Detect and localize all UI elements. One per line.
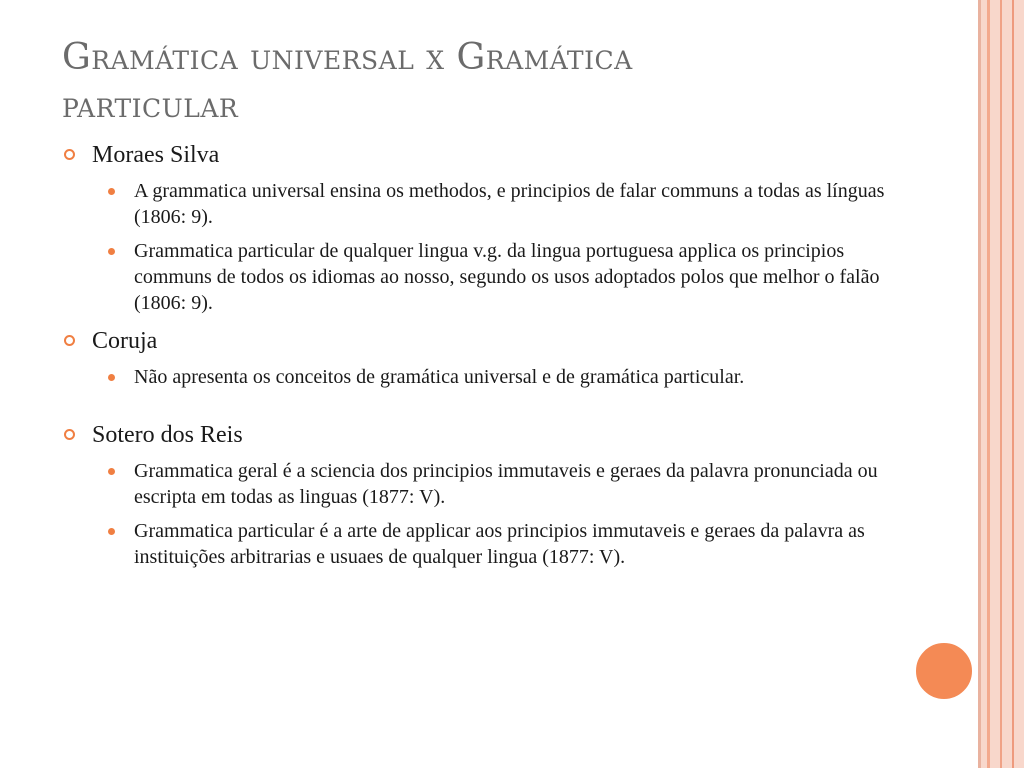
section-heading: Coruja <box>92 328 158 354</box>
section-moraes-silva <box>62 138 922 172</box>
section-sotero-dos-reis <box>62 418 922 452</box>
list-item-text: A grammatica universal ensina os methodos, e principios de falar communs a todas as línguas (1806: 9). <box>134 180 885 228</box>
list-item-text: Grammatica geral é a sciencia dos principios immutaveis e geraes da palavra pronunciada ou escripta em todas as linguas (1877: V). <box>134 460 878 508</box>
slide-content <box>62 138 922 578</box>
decorative-stripe <box>1000 0 1002 768</box>
list-item <box>62 458 922 510</box>
decorative-stripe <box>1012 0 1014 768</box>
dot-bullet-icon <box>108 188 115 195</box>
dot-bullet-icon <box>108 528 115 535</box>
slide-title: Gramática universal x Gramática particular <box>62 37 633 126</box>
section-heading: Sotero dos Reis <box>92 422 243 448</box>
decorative-circle <box>913 640 975 702</box>
decorative-stripe <box>987 0 990 768</box>
list-item-text: Grammatica particular de qualquer lingua v.g. da lingua portuguesa applica os principios communs de todos os idiomas ao nosso, segundo os usos adoptados polos que melhor o falão (1806: 9). <box>134 240 880 314</box>
list-item-text: Grammatica particular é a arte de applicar aos principios immutaveis e geraes da palavra as instituições arbitrarias e usuaes de qualquer lingua (1877: V). <box>134 520 865 568</box>
dot-bullet-icon <box>108 248 115 255</box>
section-heading: Moraes Silva <box>92 142 220 168</box>
list-item <box>62 238 922 316</box>
ring-bullet-icon <box>64 335 75 346</box>
dot-bullet-icon <box>108 374 115 381</box>
dot-bullet-icon <box>108 468 115 475</box>
list-item <box>62 364 922 390</box>
decorative-stripe <box>978 0 981 768</box>
list-item <box>62 178 922 230</box>
ring-bullet-icon <box>64 429 75 440</box>
section-coruja <box>62 324 922 358</box>
ring-bullet-icon <box>64 149 75 160</box>
list-item <box>62 518 922 570</box>
list-item-text: Não apresenta os conceitos de gramática universal e de gramática particular. <box>134 366 745 388</box>
